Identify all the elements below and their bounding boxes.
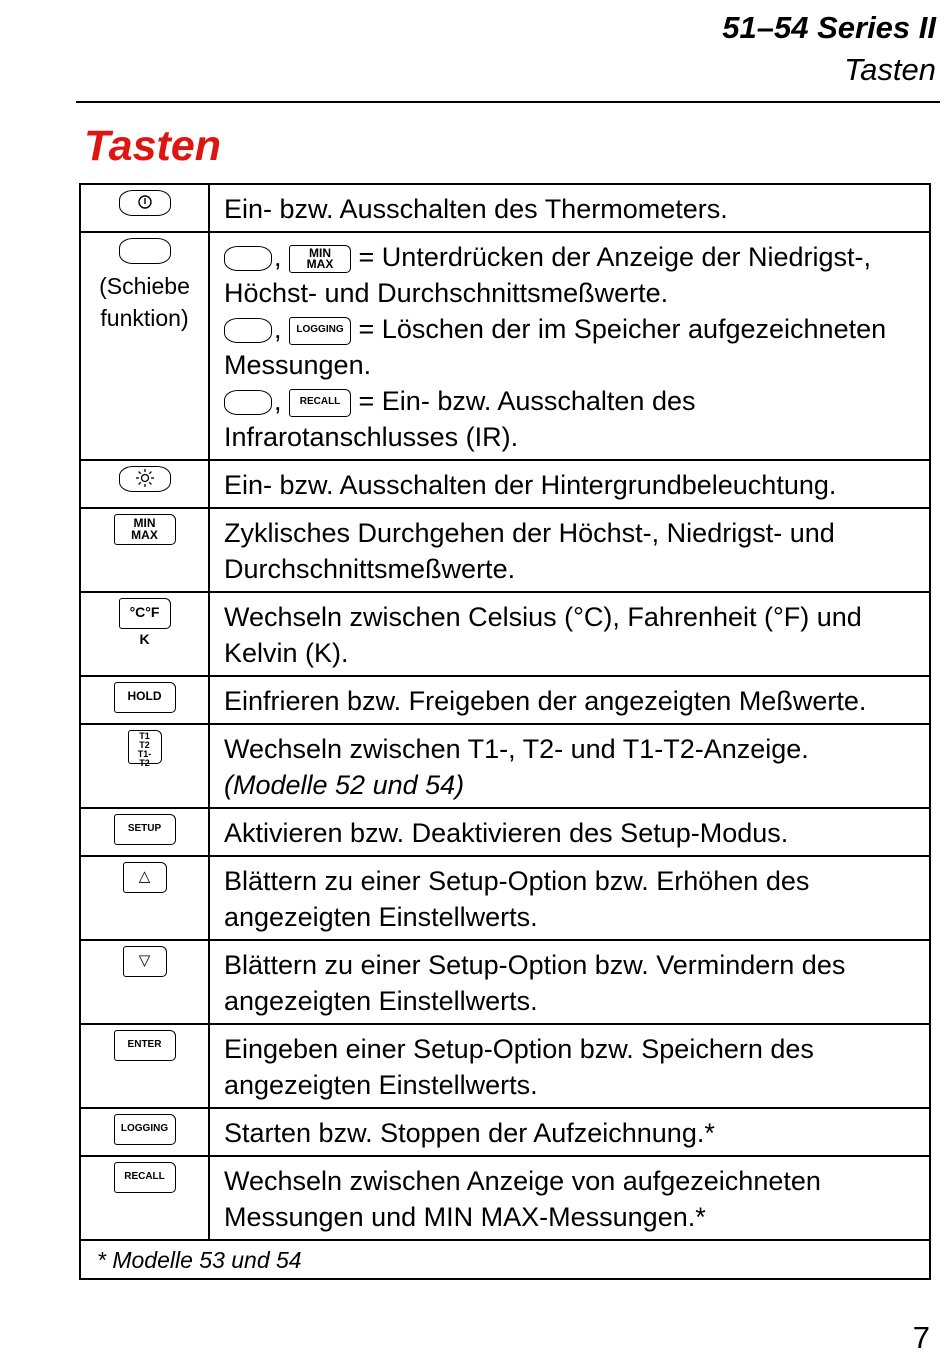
description: Eingeben einer Setup-Option bzw. Speichern des angezeigten Einstellwerts. bbox=[209, 1024, 930, 1108]
footnote-row bbox=[80, 1240, 930, 1279]
minmax-key-icon: MIN MAX bbox=[114, 514, 176, 545]
up-arrow-icon: △ bbox=[123, 862, 167, 893]
description: Aktivieren bzw. Deaktivieren des Setup-Modus. bbox=[209, 808, 930, 856]
shift-recall-text: = Ein- bzw. Ausschalten des Infrarotanschlusses (IR). bbox=[224, 386, 696, 452]
key-cell bbox=[80, 508, 209, 592]
t1t2-models: (Modelle 52 und 54) bbox=[224, 770, 465, 800]
recall-key-icon: RECALL bbox=[289, 389, 351, 417]
shift-note: (Schiebe funktion) bbox=[99, 273, 190, 331]
power-icon bbox=[119, 190, 171, 216]
recall-key-icon: RECALL bbox=[114, 1162, 176, 1193]
header-divider bbox=[76, 101, 940, 103]
key-cell bbox=[80, 676, 209, 724]
page-title: Tasten bbox=[84, 122, 221, 170]
down-arrow-icon: ▽ bbox=[123, 946, 167, 977]
table-row bbox=[80, 508, 930, 592]
key-cell bbox=[80, 1156, 209, 1240]
table-row bbox=[80, 1156, 930, 1240]
description: Einfrieren bzw. Freigeben der angezeigten Meßwerte. bbox=[209, 676, 930, 724]
table-row bbox=[80, 1024, 930, 1108]
table-row bbox=[80, 808, 930, 856]
key-cell bbox=[80, 1108, 209, 1156]
key-cell bbox=[80, 808, 209, 856]
key-cell bbox=[80, 460, 209, 508]
table-row bbox=[80, 724, 930, 808]
description: Starten bzw. Stoppen der Aufzeichnung.* bbox=[209, 1108, 930, 1156]
shift-key-icon bbox=[224, 246, 272, 271]
keys-table bbox=[79, 183, 931, 1280]
table-row bbox=[80, 676, 930, 724]
description: Blättern zu einer Setup-Option bzw. Erhöhen des angezeigten Einstellwerts. bbox=[209, 856, 930, 940]
t1t2-text: Wechseln zwischen T1-, T2- und T1-T2-Anzeige. bbox=[224, 734, 809, 764]
logging-key-icon: LOGGING bbox=[289, 317, 351, 345]
description: Wechseln zwischen Anzeige von aufgezeichneten Messungen und MIN MAX-Messungen.* bbox=[209, 1156, 930, 1240]
description: Blättern zu einer Setup-Option bzw. Vermindern des angezeigten Einstellwerts. bbox=[209, 940, 930, 1024]
table-row bbox=[80, 232, 930, 460]
hold-key-icon: HOLD bbox=[114, 682, 176, 713]
key-cell bbox=[80, 184, 209, 232]
shift-minmax-text: = Unterdrücken der Anzeige der Niedrigst-, Höchst- und Durchschnittsmeßwerte. bbox=[224, 242, 872, 308]
key-cell bbox=[80, 724, 209, 808]
table-row bbox=[80, 856, 930, 940]
shift-key-icon bbox=[224, 390, 272, 415]
shift-key-icon bbox=[119, 238, 171, 264]
description: Ein- bzw. Ausschalten des Thermometers. bbox=[209, 184, 930, 232]
description: , MIN MAX = Unterdrücken der Anzeige der Niedrigst-, Höchst- und Durchschnittsmeßwerte. , LOGGING = Löschen der im Speicher aufgezeichneten Messungen. , RECALL = Ein- bzw. Ausschalten des Infrarotanschlusses (IR). bbox=[209, 232, 930, 460]
description: Zyklisches Durchgehen der Höchst-, Niedrigst- und Durchschnittsmeßwerte. bbox=[209, 508, 930, 592]
key-cell bbox=[80, 940, 209, 1024]
logging-key-icon: LOGGING bbox=[114, 1114, 176, 1145]
page-number: 7 bbox=[912, 1320, 930, 1355]
table-row bbox=[80, 592, 930, 676]
t1t2-key-icon: T1 T2 T1-T2 bbox=[128, 730, 162, 764]
sun-icon bbox=[119, 466, 171, 492]
description bbox=[209, 724, 930, 808]
key-cell bbox=[80, 1024, 209, 1108]
key-cell bbox=[80, 856, 209, 940]
table-row bbox=[80, 1108, 930, 1156]
description: Ein- bzw. Ausschalten der Hintergrundbeleuchtung. bbox=[209, 460, 930, 508]
cfk-key-icon: °C°F K bbox=[119, 598, 171, 629]
key-cell bbox=[80, 592, 209, 676]
table-row bbox=[80, 184, 930, 232]
enter-key-icon: ENTER bbox=[114, 1030, 176, 1061]
shift-logging-text: = Löschen der im Speicher aufgezeichneten Messungen. bbox=[224, 314, 887, 380]
footnote: * Modelle 53 und 54 bbox=[80, 1240, 930, 1279]
description: Wechseln zwischen Celsius (°C), Fahrenheit (°F) und Kelvin (K). bbox=[209, 592, 930, 676]
key-cell bbox=[80, 232, 209, 460]
header-section: Tasten bbox=[844, 52, 936, 87]
table-row bbox=[80, 460, 930, 508]
header-series: 51–54 Series II bbox=[722, 10, 936, 45]
minmax-key-icon: MIN MAX bbox=[289, 245, 351, 273]
table-row bbox=[80, 940, 930, 1024]
shift-key-icon bbox=[224, 318, 272, 343]
setup-key-icon: SETUP bbox=[114, 814, 176, 845]
